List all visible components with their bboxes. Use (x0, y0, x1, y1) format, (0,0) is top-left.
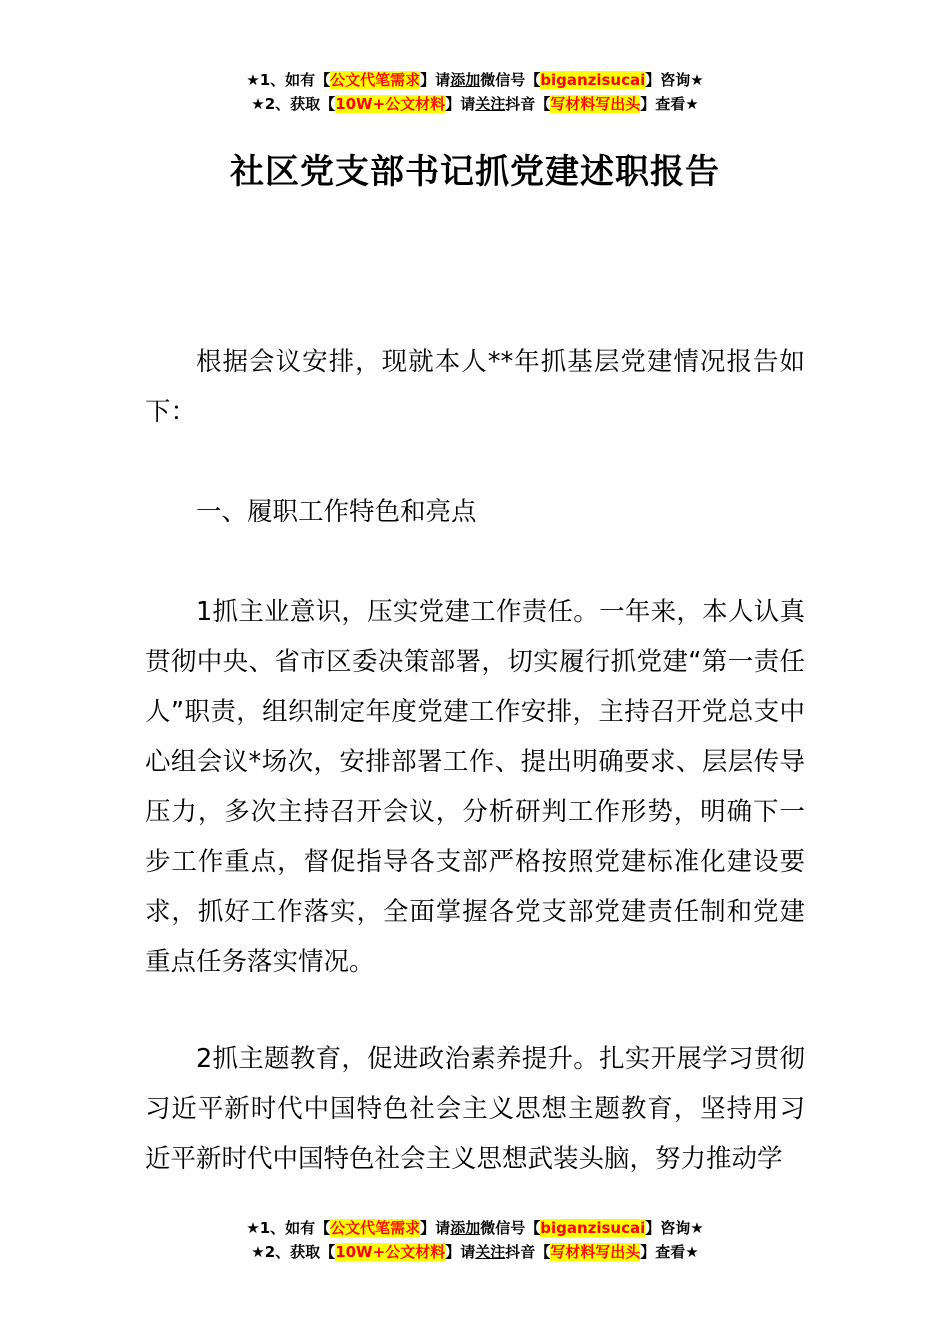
header-banner (0, 68, 950, 116)
banner-line-2 (0, 1240, 950, 1264)
banner-text: 】查看★ (640, 95, 699, 113)
banner-line-1 (0, 1216, 950, 1240)
footer-banner (0, 1216, 950, 1264)
banner-text: 抖音【 (505, 1243, 551, 1261)
banner-text: ★2、获取【 (251, 95, 336, 113)
banner-underlined: 关注 (475, 1243, 506, 1261)
banner-highlight: 写材料写出头 (550, 95, 641, 113)
banner-highlight: 10W+公文材料 (335, 1243, 446, 1261)
banner-underlined: 添加 (450, 1219, 481, 1237)
banner-text: 】咨询★ (645, 71, 704, 89)
banner-text: 】请 (445, 1243, 476, 1261)
banner-highlight: biganzisucai (540, 1219, 646, 1237)
banner-underlined: 关注 (475, 95, 506, 113)
banner-text: 】请 (420, 1219, 451, 1237)
banner-line-2 (0, 92, 950, 116)
banner-highlight: 10W+公文材料 (335, 95, 446, 113)
banner-line-1 (0, 68, 950, 92)
banner-text: ★2、获取【 (251, 1243, 336, 1261)
banner-highlight: 公文代笔需求 (330, 71, 421, 89)
body-paragraph-1: 1抓主业意识，压实党建工作责任。一年来，本人认真贯彻中央、省市区委决策部署，切实履行抓党建“第一责任人”职责，组织制定年度党建工作安排，主持召开党总支中心组会议*场次，安排部署工作、提出明确要求、层层传导压力，多次主持召开会议，分析研判工作形势，明确下一步工作重点，督促指导各支部严格按照党建标准化建设要求，抓好工作落实，全面掌握各党支部党建责任制和党建重点任务落实情况。 (145, 597, 805, 977)
section-heading: 一、履职工作特色和亮点 (196, 497, 477, 527)
banner-highlight: 写材料写出头 (550, 1243, 641, 1261)
document-title: 社区党支部书记抓党建述职报告 (230, 152, 720, 192)
banner-text: 】请 (420, 71, 451, 89)
banner-highlight: biganzisucai (540, 71, 646, 89)
intro-paragraph: 根据会议安排，现就本人**年抓基层党建情况报告如下： (145, 347, 805, 427)
banner-underlined: 添加 (450, 71, 481, 89)
banner-text: 】咨询★ (645, 1219, 704, 1237)
banner-text: ★1、如有【 (246, 71, 331, 89)
banner-text: 微信号【 (480, 1219, 541, 1237)
body-paragraph-2: 2抓主题教育，促进政治素养提升。扎实开展学习贯彻习近平新时代中国特色社会主义思想主题教育，坚持用习近平新时代中国特色社会主义思想武装头脑，努力推动学 (145, 1044, 805, 1174)
banner-text: 】查看★ (640, 1243, 699, 1261)
banner-text: 微信号【 (480, 71, 541, 89)
banner-text: 抖音【 (505, 95, 551, 113)
banner-text: ★1、如有【 (246, 1219, 331, 1237)
banner-text: 】请 (445, 95, 476, 113)
banner-highlight: 公文代笔需求 (330, 1219, 421, 1237)
